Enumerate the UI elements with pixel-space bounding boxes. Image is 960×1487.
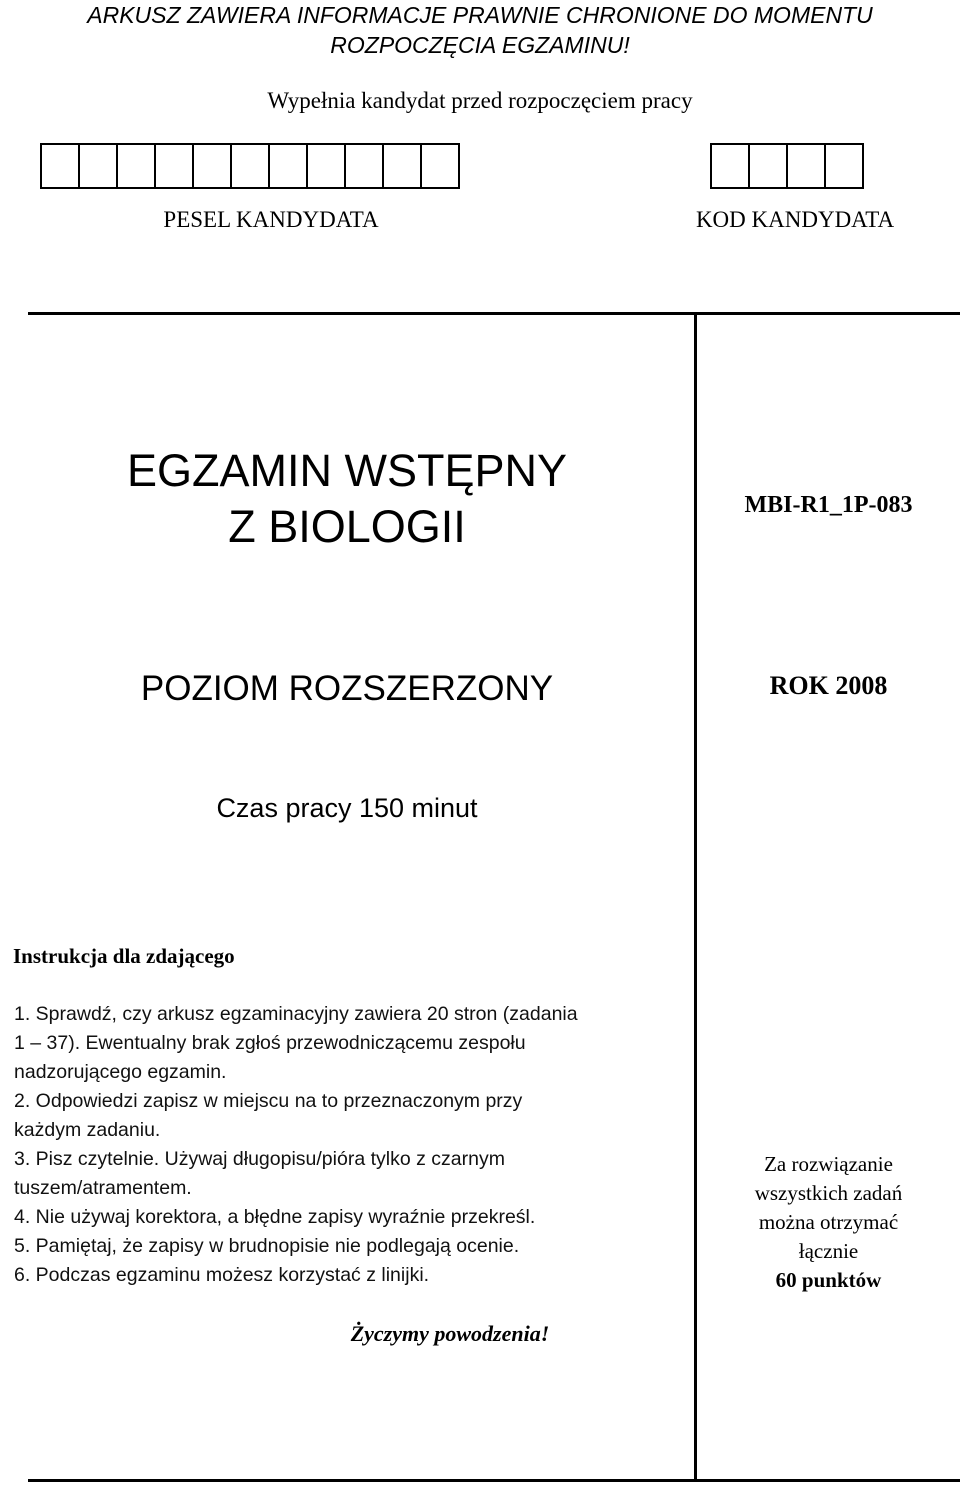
instruction-line: 2. Odpowiedzi zapisz w miejscu na to przeznaczonym przy (14, 1090, 523, 1112)
exam-code: MBI-R1_1P-083 (744, 492, 913, 518)
pesel-digit-box[interactable] (78, 143, 118, 189)
pesel-digit-box[interactable] (344, 143, 384, 189)
kod-digit-box[interactable] (748, 143, 788, 189)
kod-input-boxes[interactable] (710, 143, 862, 189)
exam-title-line2: Z BIOLOGII (228, 501, 466, 552)
fill-instruction: Wypełnia kandydat przed rozpoczęciem pracy (267, 88, 693, 113)
instructions-heading: Instrukcja dla zdającego (13, 944, 235, 968)
exam-level: POZIOM ROZSZERZONY (140, 669, 554, 708)
pesel-digit-box[interactable] (40, 143, 80, 189)
score-line3: można otrzymać (758, 1210, 899, 1234)
pesel-digit-box[interactable] (192, 143, 232, 189)
instruction-line: każdym zadaniu. (14, 1119, 161, 1141)
good-luck-message: Życzymy powodzenia! (350, 1321, 550, 1346)
kod-label: KOD KANDYDATA (695, 207, 895, 232)
legal-notice-line1: ARKUSZ ZAWIERA INFORMACJE PRAWNIE CHRONIONE DO MOMENTU (87, 2, 873, 28)
pesel-digit-box[interactable] (154, 143, 194, 189)
score-line2: wszystkich zadań (754, 1181, 903, 1205)
pesel-digit-box[interactable] (230, 143, 270, 189)
bottom-divider (28, 1479, 960, 1482)
legal-notice (0, 0, 960, 60)
score-info (697, 1150, 960, 1295)
exam-title (40, 443, 654, 555)
pesel-input-boxes[interactable] (40, 143, 458, 189)
legal-notice-line2: ROZPOCZĘCIA EGZAMINU! (330, 32, 630, 58)
instruction-line: 6. Podczas egzaminu możesz korzystać z linijki. (14, 1264, 430, 1286)
kod-digit-box[interactable] (824, 143, 864, 189)
pesel-digit-box[interactable] (420, 143, 460, 189)
instruction-line: 1 – 37). Ewentualny brak zgłoś przewodniczącemu zespołu (14, 1032, 526, 1054)
pesel-digit-box[interactable] (382, 143, 422, 189)
instruction-line: 1. Sprawdź, czy arkusz egzaminacyjny zawiera 20 stron (zadania (14, 1003, 578, 1025)
pesel-digit-box[interactable] (268, 143, 308, 189)
top-divider (28, 312, 960, 315)
pesel-digit-box[interactable] (116, 143, 156, 189)
exam-year: ROK 2008 (769, 671, 888, 700)
instruction-line: 4. Nie używaj korektora, a błędne zapisy wyraźnie przekreśl. (14, 1206, 536, 1228)
instruction-line: 3. Pisz czytelnie. Używaj długopisu/pióra tylko z czarnym (14, 1148, 505, 1170)
score-line1: Za rozwiązanie (764, 1152, 893, 1176)
exam-time: Czas pracy 150 minut (216, 793, 478, 823)
instruction-line: nadzorującego egzamin. (14, 1061, 227, 1083)
pesel-label: PESEL KANDYDATA (163, 207, 379, 232)
score-points: 60 punktów (775, 1268, 882, 1292)
exam-title-line1: EGZAMIN WSTĘPNY (126, 445, 568, 496)
pesel-digit-box[interactable] (306, 143, 346, 189)
vertical-divider (694, 312, 697, 1482)
kod-digit-box[interactable] (786, 143, 826, 189)
instruction-line: 5. Pamiętaj, że zapisy w brudnopisie nie podlegają ocenie. (14, 1235, 520, 1257)
instructions-list (14, 1000, 686, 1290)
kod-digit-box[interactable] (710, 143, 750, 189)
score-line4: łącznie (798, 1239, 859, 1263)
instruction-line: tuszem/atramentem. (14, 1177, 192, 1199)
